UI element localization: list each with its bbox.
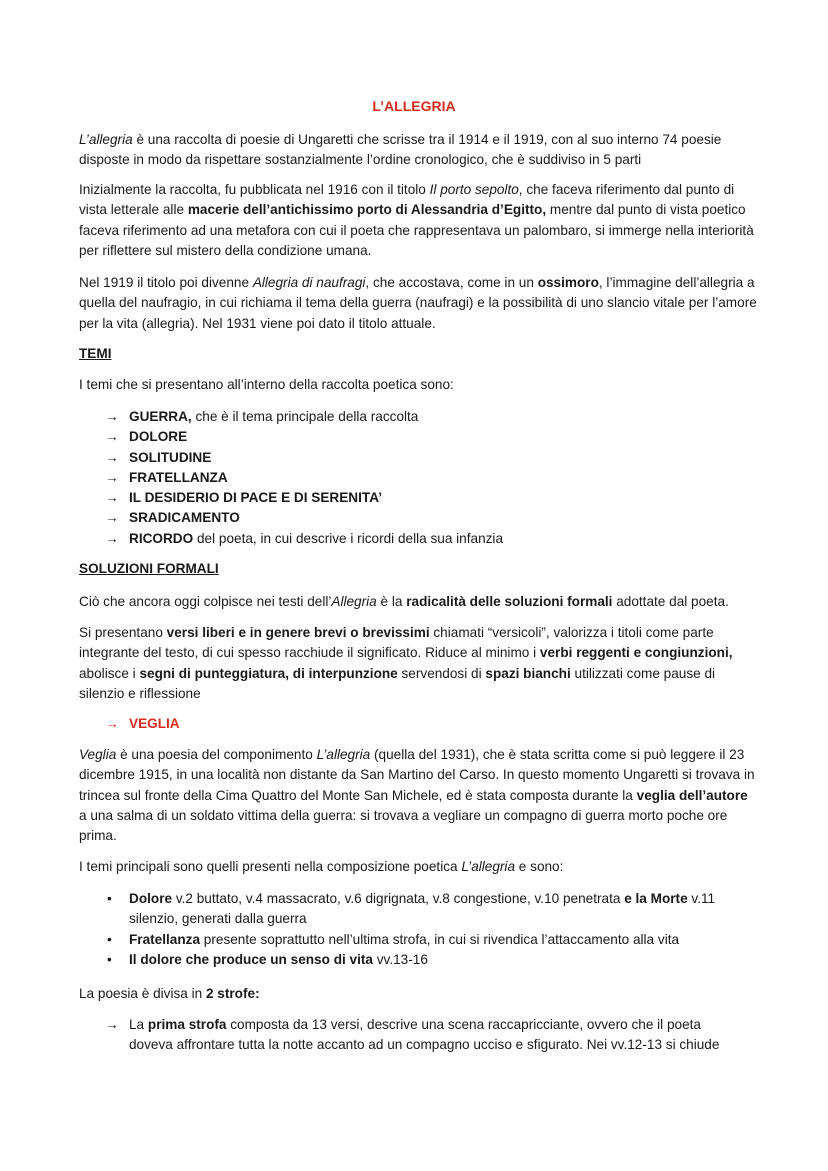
text: I temi principali sono quelli presenti nella composizione poetica [79, 859, 462, 874]
paragraph-strofe [79, 984, 759, 1004]
list-item [105, 529, 745, 549]
text: Si presentano [79, 625, 167, 640]
text: La [129, 1017, 148, 1032]
text: Nel 1919 il titolo poi divenne [79, 275, 253, 290]
arrow-icon: → [105, 510, 119, 526]
text: utilizzati come pause di silenzio e riflessione [79, 665, 716, 701]
text: del poeta, in cui descrive i ricordi della sua infanzia [193, 530, 504, 546]
list-item [105, 448, 745, 468]
bold-text: SRADICAMENTO [129, 510, 240, 526]
arrow-icon: → [105, 530, 119, 546]
text: servendosi di [397, 665, 486, 681]
text: v.11 silenzio, generati dalla guerra [129, 891, 716, 927]
bold-text: RICORDO [129, 530, 194, 546]
list-item [105, 468, 745, 488]
arrow-icon: → [105, 409, 119, 424]
text: , l’immagine dell’allegria a quella del naufragio, in cui richiama il tema della guerra (naufragi) e la possibilità di uno slancio vitale per l’amore per la vita (allegria). Nel 1931 viene poi dato il titolo attuale. [79, 275, 757, 331]
paragraph-temi-intro: I temi che si presentano all’interno della raccolta poetica sono: [79, 377, 454, 392]
bullet-icon: • [107, 891, 112, 906]
paragraph-naufragi [79, 273, 759, 334]
bullet-icon: • [107, 931, 112, 947]
arrow-icon: → [105, 429, 119, 445]
text: v.2 buttato, v.4 massacrato, v.6 digrignata, v.8 congestione, v.10 penetrata [172, 891, 625, 906]
text: La poesia è divisa in [79, 986, 206, 1001]
text: (quella del 1931), che è stata scritta come si può leggere il 23 dicembre 1915, in una località non distante da San Martino del Carso. In questo momento Ungaretti si trovava in trincea sul fronte della Cima Quattro del Monte San Michele, ed è stata composta durante la [79, 747, 755, 803]
bold-text: e la Morte [624, 891, 688, 906]
list-item [105, 427, 745, 447]
veglia-label: VEGLIA [129, 716, 180, 731]
text: è la [376, 594, 407, 609]
bold-text: Dolore [129, 891, 173, 906]
document-title: L’ALLEGRIA [372, 98, 456, 114]
arrow-icon: → [105, 469, 119, 485]
bold-text: IL DESIDERIO DI PACE E DI SERENITA’ [129, 490, 383, 506]
arrow-icon: → [105, 449, 119, 465]
italic-text: Il porto sepolto [429, 182, 519, 197]
text: chiamati “versicoli”, valorizza i titoli come parte integrante del testo, di cui spesso racchiude il significato. Riduce al minimo i [79, 625, 714, 661]
arrow-icon: → [105, 490, 119, 506]
list-item [107, 930, 747, 950]
list-item [107, 889, 747, 930]
arrow-icon: → [105, 716, 119, 731]
bold-text: macerie dell’antichissimo porto di Alessandria d’Egitto, [187, 202, 547, 218]
text: composta da 13 versi, descrive una scena raccapricciante, ovvero che il poeta doveva affrontare tutta la notte accanto ad un compagno ucciso e sfigurato. Nei vv.12-13 si chiude [129, 1017, 720, 1053]
text: vv.13-16 [372, 951, 428, 967]
paragraph-intro [79, 130, 759, 171]
text: è una raccolta di poesie di Ungaretti che scrisse tra il 1914 e il 1919, con al suo interno 74 poesie disposte in modo da rispettare sostanzialmente l’ordine cronologico, che è suddiviso in 5 parti [79, 132, 722, 168]
bold-text: GUERRA, [129, 409, 192, 424]
arrow-icon: → [105, 1017, 119, 1032]
section-heading-soluzioni: SOLUZIONI FORMALI [79, 561, 219, 576]
paragraph-porto-sepolto [79, 180, 759, 261]
italic-text: Allegria di naufragi [252, 275, 366, 290]
text: Ciò che ancora oggi colpisce nei testi dell’ [79, 594, 332, 609]
bold-text: verbi reggenti e congiunzioni, [539, 645, 733, 661]
bold-text: prima strofa [147, 1017, 227, 1032]
bold-text: veglia dell’autore [636, 787, 748, 803]
bold-text: Fratellanza [129, 931, 201, 947]
italic-text: Allegria [331, 594, 377, 609]
list-item [105, 407, 745, 427]
section-heading-temi: TEMI [79, 346, 112, 361]
bold-text: FRATELLANZA [129, 469, 228, 485]
paragraph-soluzioni-intro [79, 592, 759, 612]
italic-text: L’allegria [79, 132, 133, 147]
paragraph-temi-principali [79, 857, 759, 877]
text: e sono: [515, 859, 564, 874]
text: Inizialmente la raccolta, fu pubblicata nel 1916 con il titolo [79, 182, 430, 197]
italic-text: Veglia [79, 747, 117, 762]
bold-text: spazi bianchi [485, 665, 571, 681]
text: a una salma di un soldato vittima della guerra: si trovava a vegliare un compagno di guerra morto poche ore prima. [79, 807, 728, 844]
bullet-icon: • [107, 951, 112, 967]
bold-text: versi liberi e in genere brevi o brevissimi [166, 625, 430, 640]
veglia-bullet-list [107, 889, 747, 970]
bold-text: ossimoro [537, 275, 599, 290]
temi-list [105, 407, 745, 549]
list-item [105, 488, 745, 508]
paragraph-veglia [79, 745, 759, 846]
italic-text: L’allegria [461, 859, 516, 874]
text: , che faceva riferimento dal punto di vista letterale alle [79, 182, 735, 218]
bold-text: 2 strofe: [205, 986, 260, 1001]
list-item [105, 508, 745, 528]
section-heading-veglia [105, 716, 180, 731]
list-item [105, 1015, 745, 1056]
bold-text: radicalità delle soluzioni formali [406, 594, 613, 609]
bold-text: segni di punteggiatura, di interpunzione [139, 665, 398, 681]
text: presente soprattutto nell’ultima strofa, in cui si rivendica l’attaccamento alla vita [200, 931, 680, 947]
text: adottate dal poeta. [612, 594, 729, 609]
list-item [107, 950, 747, 970]
bold-text: Il dolore che produce un senso di vita [129, 951, 373, 967]
text: è una poesia del componimento [116, 747, 317, 762]
text: abolisce i [79, 665, 140, 681]
bold-text: SOLITUDINE [129, 449, 212, 465]
text: , che accostava, come in un [365, 275, 538, 290]
italic-text: L’allegria [316, 747, 371, 762]
text: mentre dal punto di vista poetico faceva riferimento ad una metafora con cui il poeta che rappresentava un palombaro, si immerge nella interiorità per riflettere sul mistero della condizione umana. [79, 202, 754, 258]
paragraph-versi-liberi [79, 623, 759, 704]
strofa-list [105, 1015, 745, 1056]
text: che è il tema principale della raccolta [191, 409, 419, 424]
bold-text: DOLORE [129, 429, 188, 445]
